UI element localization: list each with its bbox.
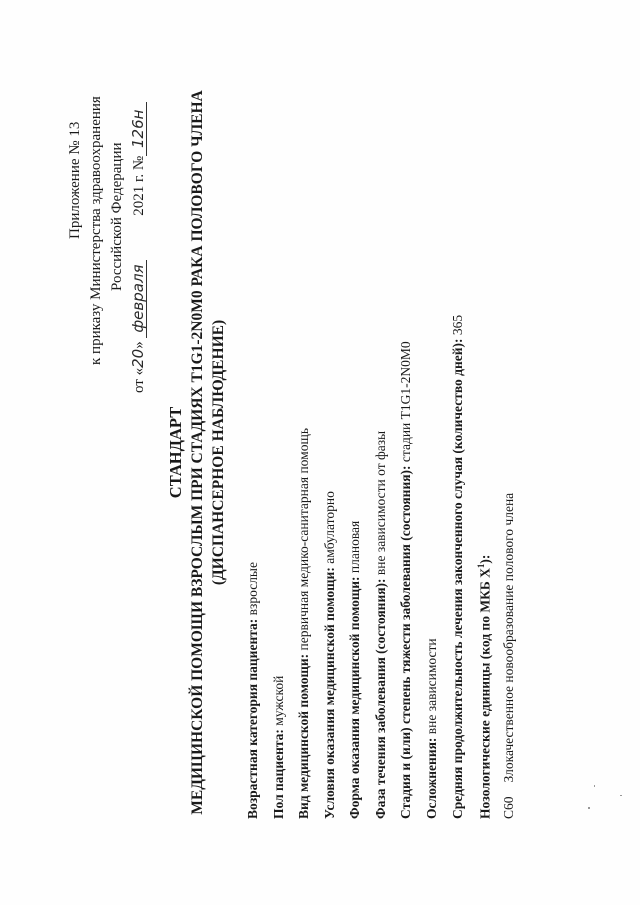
field-value: 365 — [450, 314, 465, 336]
field-label: Стадия и (или) степень тяжести заболевания (состояния): — [398, 465, 413, 819]
field-label: Вид медицинской помощи: — [296, 653, 311, 819]
field-nosology-heading — [477, 555, 492, 819]
field-label: Осложнения: — [424, 737, 439, 819]
appendix-federation: Российской Федерации — [109, 142, 125, 291]
nosology-description: Злокачественное новообразование полового члена — [501, 492, 516, 783]
field-care-conditions — [323, 491, 337, 819]
scan-speck — [594, 785, 595, 787]
nosology-code: C60 — [501, 796, 516, 819]
field-value: мужской — [271, 675, 286, 726]
field-treatment-duration — [451, 315, 465, 819]
field-care-form — [348, 521, 362, 819]
field-disease-phase — [374, 431, 388, 819]
field-label: Фаза течения заболевания (состояния): — [373, 578, 388, 819]
field-value: плановая — [347, 520, 362, 574]
appendix-number: Приложение № 13 — [67, 121, 83, 239]
appendix-date-line — [131, 102, 147, 393]
nosology-entry — [502, 493, 516, 819]
order-number-handwritten: 126н — [131, 102, 147, 156]
field-label: Форма оказания медицинской помощи: — [347, 576, 362, 819]
field-label: Возрастная категория пациента: — [245, 618, 260, 819]
field-value: вне зависимости — [424, 638, 439, 735]
field-age-category — [246, 562, 260, 819]
document-subtitle: МЕДИЦИНСКОЙ ПОМОЩИ ВЗРОСЛЫМ ПРИ СТАДИЯХ T1G1-2N0M0 РАКА ПОЛОВОГО ЧЛЕНА — [189, 90, 206, 815]
scan-speck — [588, 807, 590, 809]
date-prefix: от « — [131, 367, 147, 393]
field-value: амбулаторно — [322, 491, 337, 564]
scan-speck — [620, 795, 622, 796]
document-title: СТАНДАРТ — [166, 406, 185, 499]
nosology-footnote-mark: 1 — [476, 563, 486, 569]
field-value: вне зависимости от фазы — [373, 430, 388, 576]
field-complications — [425, 638, 439, 819]
date-day-handwritten: 20 — [129, 348, 147, 368]
field-disease-stage — [399, 341, 413, 819]
date-year: 2021 г. № — [131, 155, 147, 216]
nosology-label-end: ): — [477, 554, 493, 564]
nosology-label: Нозологические единицы (код по МКБ X — [477, 568, 493, 819]
field-label: Пол пациента: — [271, 729, 286, 819]
field-value: стадии T1G1-2N0M0 — [398, 341, 413, 463]
field-care-type — [297, 428, 311, 819]
field-label: Условия оказания медицинской помощи: — [322, 567, 337, 819]
field-sex — [272, 676, 286, 819]
document-subtitle-note: (ДИСПАНСЕРНОЕ НАБЛЮДЕНИЕ) — [210, 319, 227, 586]
field-value: взрослые — [245, 562, 260, 616]
field-value: первичная медико-санитарная помощь — [296, 427, 311, 651]
field-label: Средняя продолжительность лечения законченного случая (количество дней): — [450, 338, 465, 819]
appendix-order-ref: к приказу Министерства здравоохранения — [88, 96, 104, 365]
date-month-handwritten: февраля — [131, 260, 147, 338]
date-mid: » — [131, 337, 147, 349]
